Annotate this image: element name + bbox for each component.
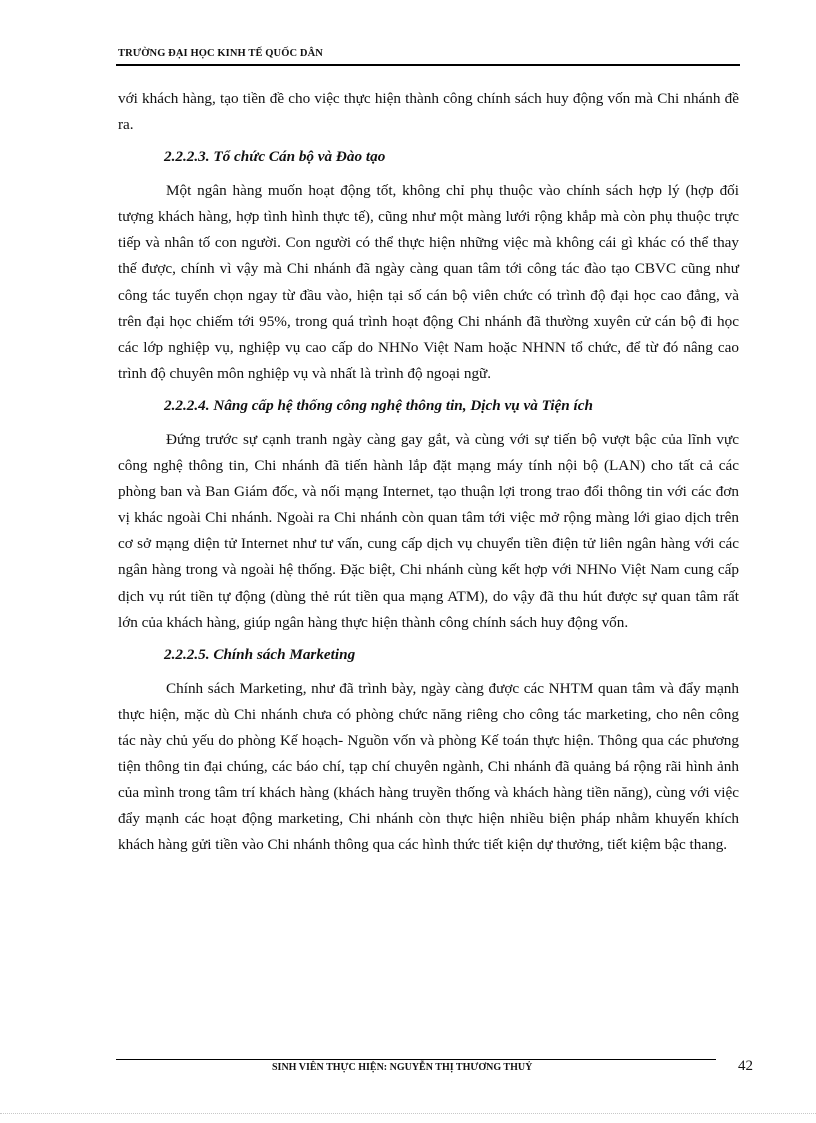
section-paragraph-staff-training: Một ngân hàng muốn hoạt động tốt, không chỉ phụ thuộc vào chính sách hợp lý (hợp đối tượng khách hàng, hợp tình hình thực tế), cũng như một màng lưới rộng khắp mà còn phụ thuộc trực tiếp và nhân tố con người. Con người có thể thực hiện những việc mà không cái gì khác có thể thay thế được, chính vì vậy mà Chi nhánh đã ngày càng quan tâm tới công tác đào tạo CBVC cũng như công tác tuyển chọn ngay từ đầu vào, hiện tại số cán bộ viên chức có trình độ đại học cao đẳng, và trên đại học chiếm tới 95%, trong quá trình hoạt động Chi nhánh đã thường xuyên cử cán bộ đi học các lớp nghiệp vụ, nghiệp vụ cao cấp do NHNo Việt Nam hoặc NHNN tổ chức, để từ đó nâng cao trình độ chuyên môn nghiệp vụ và nhất là trình độ ngoại ngữ. <box>118 182 739 382</box>
intro-paragraph: với khách hàng, tạo tiền đề cho việc thực hiện thành công chính sách huy động vốn mà Chi nhánh đề ra. <box>118 90 739 134</box>
page-header-title: TRƯỜNG ĐẠI HỌC KINH TẾ QUỐC DÂN <box>118 48 323 59</box>
footer-divider <box>116 1059 716 1060</box>
section-heading-marketing: 2.2.2.5. Chính sách Marketing <box>164 645 356 663</box>
section-paragraph-marketing: Chính sách Marketing, như đã trình bày, ngày càng được các NHTM quan tâm và đẩy mạnh thực hiện, mặc dù Chi nhánh chưa có phòng chức năng riêng cho công tác marketing, cho nên công tác này chủ yếu do phòng Kế hoạch- Nguồn vốn và phòng Kế toán thực hiện. Thông qua các phương tiện thông tin đại chúng, các báo chí, tạp chí chuyên ngành, Chi nhánh đã quảng bá rộng rãi hình ảnh của mình trong tâm trí khách hàng (khách hàng truyền thống và khách hàng tiền năng), cùng với việc đẩy mạnh các hoạt động marketing, Chi nhánh còn thực hiện nhiều biện pháp nhằm khuyến khích khách hàng gửi tiền vào Chi nhánh thông qua các hình thức tiết kiện dự thưởng, tiết kiệm bậc thang. <box>118 679 739 854</box>
section-paragraph-it-upgrade: Đứng trước sự cạnh tranh ngày càng gay gắt, và cùng với sự tiến bộ vượt bậc của lĩnh vực công nghệ thông tin, Chi nhánh đã tiến hành lắp đặt mạng máy tính nội bộ (LAN) cho tất cả các phòng ban và Ban Giám đốc, và nối mạng Internet, tạo thuận lợi trong trao đổi thông tin với các đơn vị khác ngoài Chi nhánh. Ngoài ra Chi nhánh còn quan tâm tới việc mở rộng màng lới giao dịch trên cơ sở mạng diện tử Internet như tư vấn, cung cấp dịch vụ chuyển tiền điện tử liên ngân hàng với các ngân hàng trong và ngoài hệ thống. Đặc biệt, Chi nhánh cùng kết hợp với NHNo Việt Nam cung cấp dịch vụ rút tiền tự động (dùng thẻ rút tiền qua mạng ATM), do vậy đã thu hút được sự quan tâm rất lớn của khách hàng, giúp ngân hàng thực hiện thành công chính sách huy động vốn. <box>118 430 739 631</box>
header-divider <box>116 64 740 66</box>
footer-author: SINH VIÊN THỰC HIỆN: NGUYỄN THỊ THƯƠNG THUỶ <box>272 1062 533 1073</box>
section-heading-staff-training: 2.2.2.3. Tổ chức Cán bộ và Đào tạo <box>164 148 386 166</box>
page-edge-divider <box>0 1113 816 1114</box>
page-number: 42 <box>738 1058 753 1074</box>
section-heading-it-upgrade: 2.2.2.4. Nâng cấp hệ thống công nghệ thông tin, Dịch vụ và Tiện ích <box>164 396 593 414</box>
document-body <box>118 86 739 858</box>
